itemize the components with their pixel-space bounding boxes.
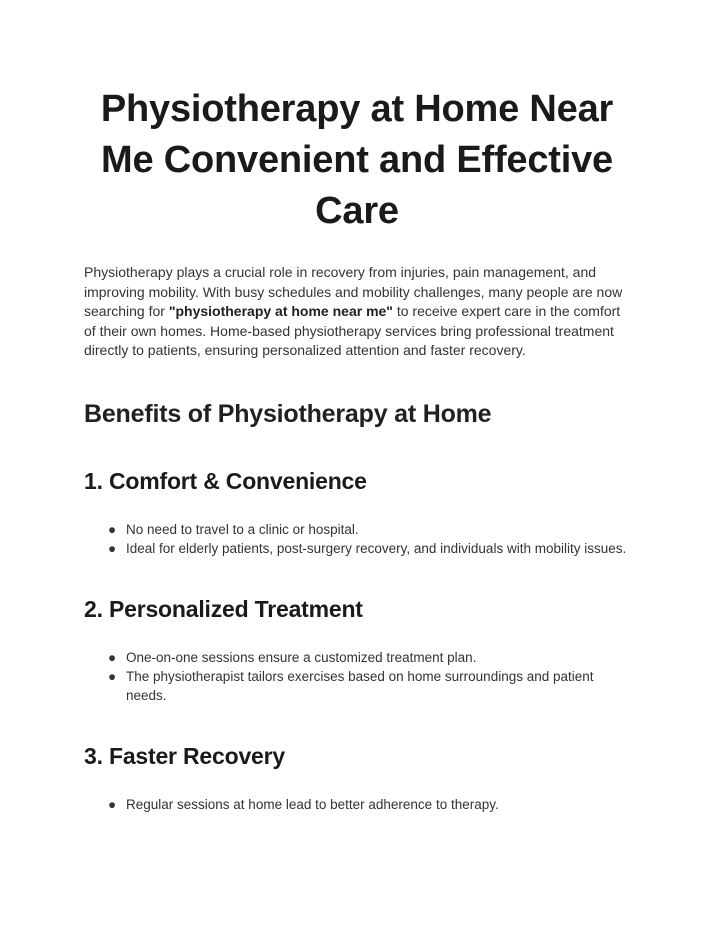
bullet-list-3 [84, 771, 630, 814]
subsection-heading-2: 2. Personalized Treatment [84, 595, 363, 622]
list-item [84, 539, 630, 558]
subsection-heading-3: 3. Faster Recovery [84, 742, 285, 769]
list-item-text: One-on-one sessions ensure a customized treatment plan. [126, 649, 477, 665]
list-item [84, 795, 630, 814]
bullet-list-2 [84, 624, 630, 705]
intro-paragraph [84, 237, 630, 361]
list-item [84, 648, 630, 667]
bullet-marker-icon: ● [108, 668, 117, 684]
section-heading-benefits: Benefits of Physiotherapy at Home [84, 399, 492, 428]
list-item [84, 520, 630, 539]
list-item-text: Ideal for elderly patients, post-surgery recovery, and individuals with mobility issues. [126, 540, 627, 556]
page-title: Physiotherapy at Home Near Me Convenient and Effective Care [100, 88, 614, 232]
bullet-marker-icon: ● [108, 540, 117, 556]
list-item-text: The physiotherapist tailors exercises based on home surroundings and patient needs. [126, 668, 594, 703]
bullet-marker-icon: ● [108, 649, 117, 665]
bullet-list-1 [84, 496, 630, 558]
intro-text-part1: Physiotherapy plays a crucial role in recovery from injuries, pain management, and improving mobility. With busy schedules and mobility challenges, many people are now searching for [84, 264, 623, 320]
bullet-marker-icon: ● [108, 521, 117, 537]
bullet-marker-icon: ● [108, 796, 117, 812]
document-content [84, 0, 630, 814]
subsection-heading-1: 1. Comfort & Convenience [84, 467, 367, 494]
list-item-text: No need to travel to a clinic or hospital. [126, 521, 359, 537]
intro-text-part2: to receive expert care in the comfort of their own homes. Home-based physiotherapy services bring professional treatment directly to patients, ensuring personalized attention and faster recovery. [84, 303, 621, 359]
intro-keyword-bold: "physiotherapy at home near me" [168, 303, 393, 320]
list-item [84, 667, 630, 705]
list-item-text: Regular sessions at home lead to better adherence to therapy. [126, 796, 499, 812]
